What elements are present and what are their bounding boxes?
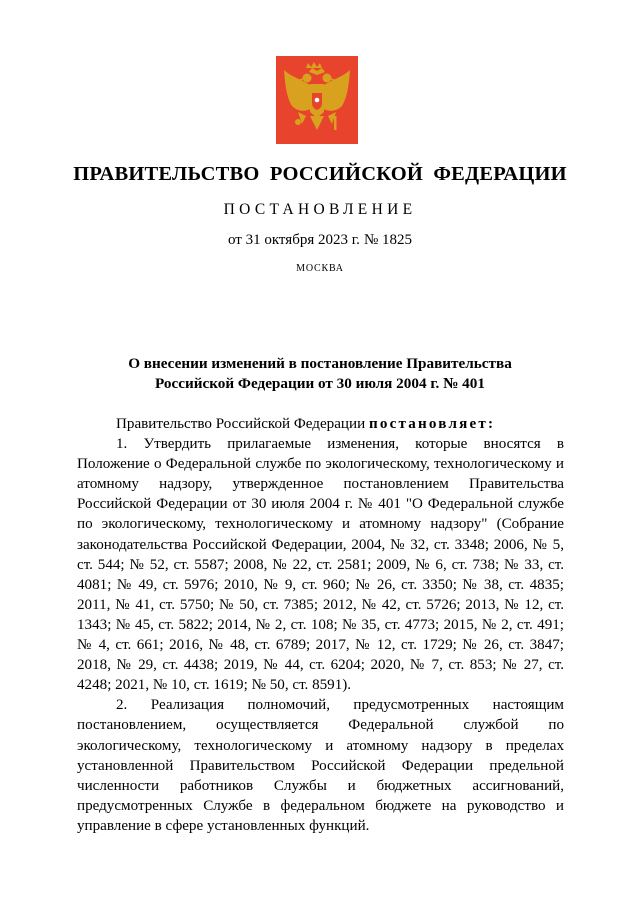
subject-line-1: О внесении изменений в постановление Правительства <box>128 355 512 372</box>
document-subject <box>0 354 640 394</box>
document-body <box>77 414 564 836</box>
subject-line-2: Российской Федерации от 30 июля 2004 г. № 401 <box>155 375 485 392</box>
preamble-paragraph <box>77 414 564 434</box>
preamble-text: Правительство Российской Федерации <box>116 416 366 432</box>
item-1-paragraph: 1. Утвердить прилагаемые изменения, которые вносятся в Положение о Федеральной службе по экологическому, технологическому и атомному надзору, утвержденное постановлением Правительства Российской Федерации от 30 июля 2004 г. № 401 "О Федеральной службе по экологическому, технологическому и атомному надзору" (Собрание законодательства Российской Федерации, 2004, № 32, ст. 3348; 2006, № 5, ст. 544; № 52, ст. 5587; 2008, № 22, ст. 2581; 2009, № 6, ст. 738; № 33, ст. 4081; № 49, ст. 5976; 2010, № 9, ст. 960; № 26, ст. 3350; № 38, ст. 4835; 2011, № 41, ст. 5750; № 50, ст. 7385; 2012, № 42, ст. 5726; 2013, № 12, ст. 1343; № 45, ст. 5822; 2014, № 2, ст. 108; № 35, ст. 4773; 2015, № 2, ст. 491; № 4, ст. 661; 2016, № 48, ст. 6789; 2017, № 12, ст. 1729; № 26, ст. 3847; 2018, № 29, ст. 4438; 2019, № 44, ст. 6204; 2020, № 7, ст. 853; № 27, ст. 4248; 2021, № 10, ст. 1619; № 50, ст. 8591). <box>77 436 564 694</box>
document-date: от 31 октября 2023 г. <box>227 232 360 248</box>
date-line <box>0 232 640 249</box>
government-title: ПРАВИТЕЛЬСТВО РОССИЙСКОЙ ФЕДЕРАЦИИ <box>73 163 567 185</box>
item-2-paragraph: 2. Реализация полномочий, предусмотренных настоящим постановлением, осуществляется Федеральной службой по экологическому, технологическому и атомному надзору в пределах установленной Правительством Российской Федерации предельной численности работников Службы и бюджетных ассигнований, предусмотренных Службе в федеральном бюджете на руководство и управление в сфере установленных функций. <box>77 697 564 834</box>
city: МОСКВА <box>296 263 344 274</box>
document-number: № 1825 <box>363 232 412 248</box>
document-type: ПОСТАНОВЛЕНИЕ <box>223 201 417 218</box>
state-emblem-icon <box>276 56 358 144</box>
decree-word: постановляет: <box>368 416 496 432</box>
